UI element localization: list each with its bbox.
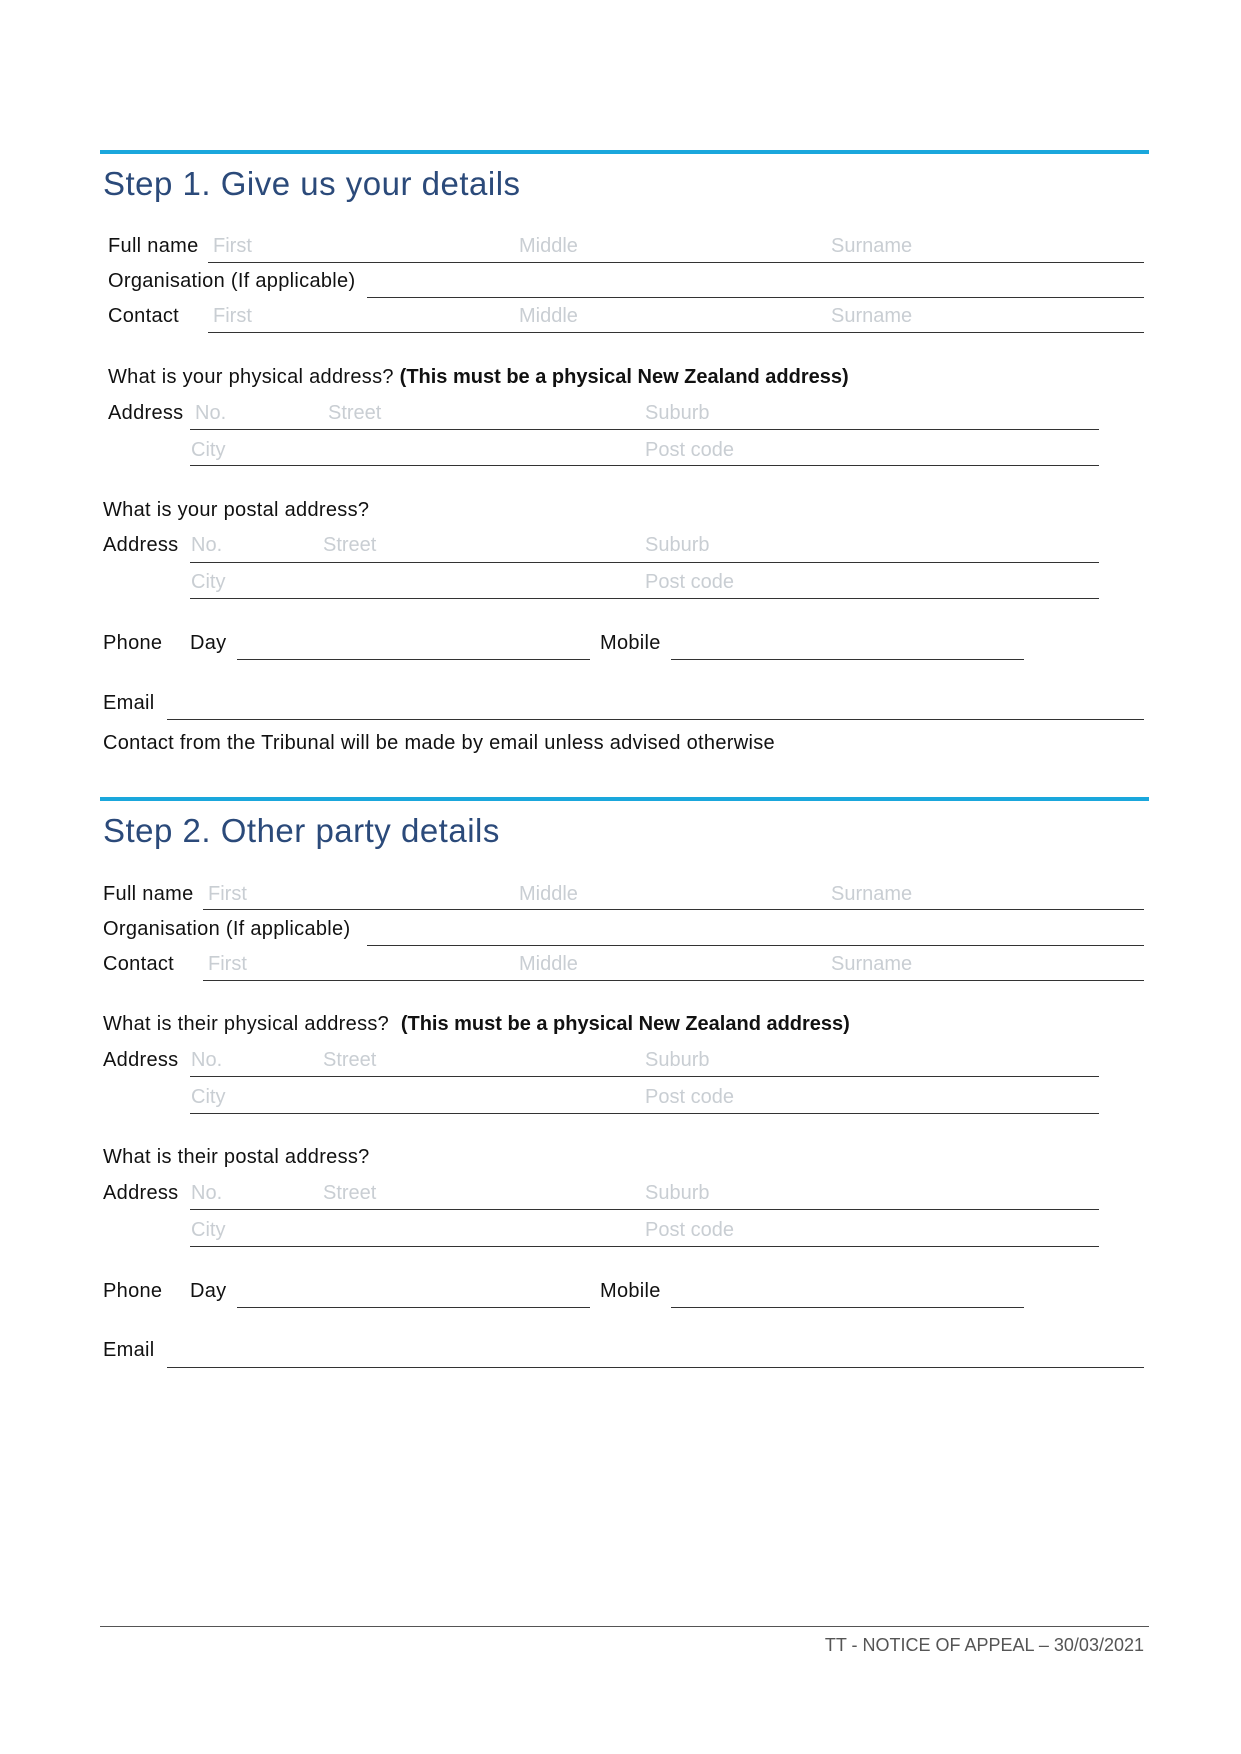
postal-city-placeholder: City <box>191 571 226 593</box>
other-physical-city-field[interactable] <box>190 1113 1099 1114</box>
other-full-name-middle-placeholder: Middle <box>519 883 578 905</box>
other-contact-middle-placeholder: Middle <box>519 953 578 975</box>
phone-mobile-field[interactable] <box>671 659 1024 660</box>
other-physical-street-placeholder: Street <box>323 1049 377 1071</box>
physical-city-field[interactable] <box>190 465 1099 466</box>
other-physical-no-placeholder: No. <box>191 1049 223 1071</box>
other-postal-no-placeholder: No. <box>191 1182 223 1204</box>
other-physical-street-field[interactable] <box>190 1076 1099 1077</box>
full-name-middle-placeholder: Middle <box>519 235 578 257</box>
contact-email-note: Contact from the Tribunal will be made by email unless advised otherwise <box>103 732 775 754</box>
other-postal-street-placeholder: Street <box>323 1182 377 1204</box>
other-physical-address-question: What is their physical address? (This must be a physical New Zealand address) <box>103 1013 850 1035</box>
postal-postcode-placeholder: Post code <box>645 571 734 593</box>
other-postal-city-placeholder: City <box>191 1219 226 1241</box>
footer-text: TT - NOTICE OF APPEAL – 30/03/2021 <box>824 1635 1144 1655</box>
other-email-label: Email <box>103 1339 155 1361</box>
other-full-name-field[interactable] <box>203 909 1144 910</box>
phone-mobile-label: Mobile <box>600 632 661 654</box>
physical-suburb-placeholder: Suburb <box>645 402 710 424</box>
contact-label: Contact <box>108 305 180 327</box>
postal-no-placeholder: No. <box>191 534 223 556</box>
postal-street-placeholder: Street <box>323 534 377 556</box>
other-phone-label: Phone <box>103 1280 163 1302</box>
postal-address-question: What is your postal address? <box>103 499 370 521</box>
other-postal-address-label: Address <box>103 1182 179 1204</box>
other-phone-mobile-field[interactable] <box>671 1307 1024 1308</box>
other-physical-city-placeholder: City <box>191 1086 226 1108</box>
other-phone-mobile-label: Mobile <box>600 1280 661 1302</box>
full-name-field[interactable] <box>208 262 1144 263</box>
email-label: Email <box>103 692 155 714</box>
other-full-name-first-placeholder: First <box>208 883 247 905</box>
other-organisation-label: Organisation (If applicable) <box>103 918 351 940</box>
step1-title: Step 1. Give us your details <box>103 165 521 202</box>
email-field[interactable] <box>167 719 1144 720</box>
footer-rule <box>100 1626 1149 1627</box>
step1-rule <box>100 150 1149 154</box>
postal-street-field[interactable] <box>190 562 1099 563</box>
phone-day-field[interactable] <box>237 659 590 660</box>
step2-title: Step 2. Other party details <box>103 812 500 849</box>
postal-address-label: Address <box>103 534 179 556</box>
other-contact-label: Contact <box>103 953 175 975</box>
phone-day-label: Day <box>190 632 227 654</box>
organisation-field[interactable] <box>367 297 1144 298</box>
postal-suburb-placeholder: Suburb <box>645 534 710 556</box>
other-postal-street-field[interactable] <box>190 1209 1099 1210</box>
full-name-first-placeholder: First <box>213 235 252 257</box>
contact-field[interactable] <box>208 332 1144 333</box>
other-phone-day-field[interactable] <box>237 1307 590 1308</box>
other-contact-field[interactable] <box>203 980 1144 981</box>
full-name-surname-placeholder: Surname <box>831 235 913 257</box>
organisation-label: Organisation (If applicable) <box>108 270 356 292</box>
other-physical-suburb-placeholder: Suburb <box>645 1049 710 1071</box>
other-postal-city-field[interactable] <box>190 1246 1099 1247</box>
step2-rule <box>100 797 1149 801</box>
postal-city-field[interactable] <box>190 598 1099 599</box>
other-contact-surname-placeholder: Surname <box>831 953 913 975</box>
full-name-label: Full name <box>108 235 199 257</box>
physical-address-label: Address <box>108 402 184 424</box>
other-full-name-surname-placeholder: Surname <box>831 883 913 905</box>
other-postal-postcode-placeholder: Post code <box>645 1219 734 1241</box>
contact-first-placeholder: First <box>213 305 252 327</box>
physical-no-placeholder: No. <box>195 402 227 424</box>
other-postal-suburb-placeholder: Suburb <box>645 1182 710 1204</box>
physical-address-question: What is your physical address? (This must be a physical New Zealand address) <box>108 366 849 388</box>
other-physical-address-label: Address <box>103 1049 179 1071</box>
physical-city-placeholder: City <box>191 439 226 461</box>
contact-surname-placeholder: Surname <box>831 305 913 327</box>
physical-postcode-placeholder: Post code <box>645 439 734 461</box>
physical-street-placeholder: Street <box>328 402 382 424</box>
contact-middle-placeholder: Middle <box>519 305 578 327</box>
other-email-field[interactable] <box>167 1367 1144 1368</box>
other-full-name-label: Full name <box>103 883 194 905</box>
other-organisation-field[interactable] <box>367 945 1144 946</box>
other-phone-day-label: Day <box>190 1280 227 1302</box>
other-physical-postcode-placeholder: Post code <box>645 1086 734 1108</box>
other-postal-address-question: What is their postal address? <box>103 1146 370 1168</box>
phone-label: Phone <box>103 632 163 654</box>
physical-street-field[interactable] <box>190 429 1099 430</box>
other-contact-first-placeholder: First <box>208 953 247 975</box>
